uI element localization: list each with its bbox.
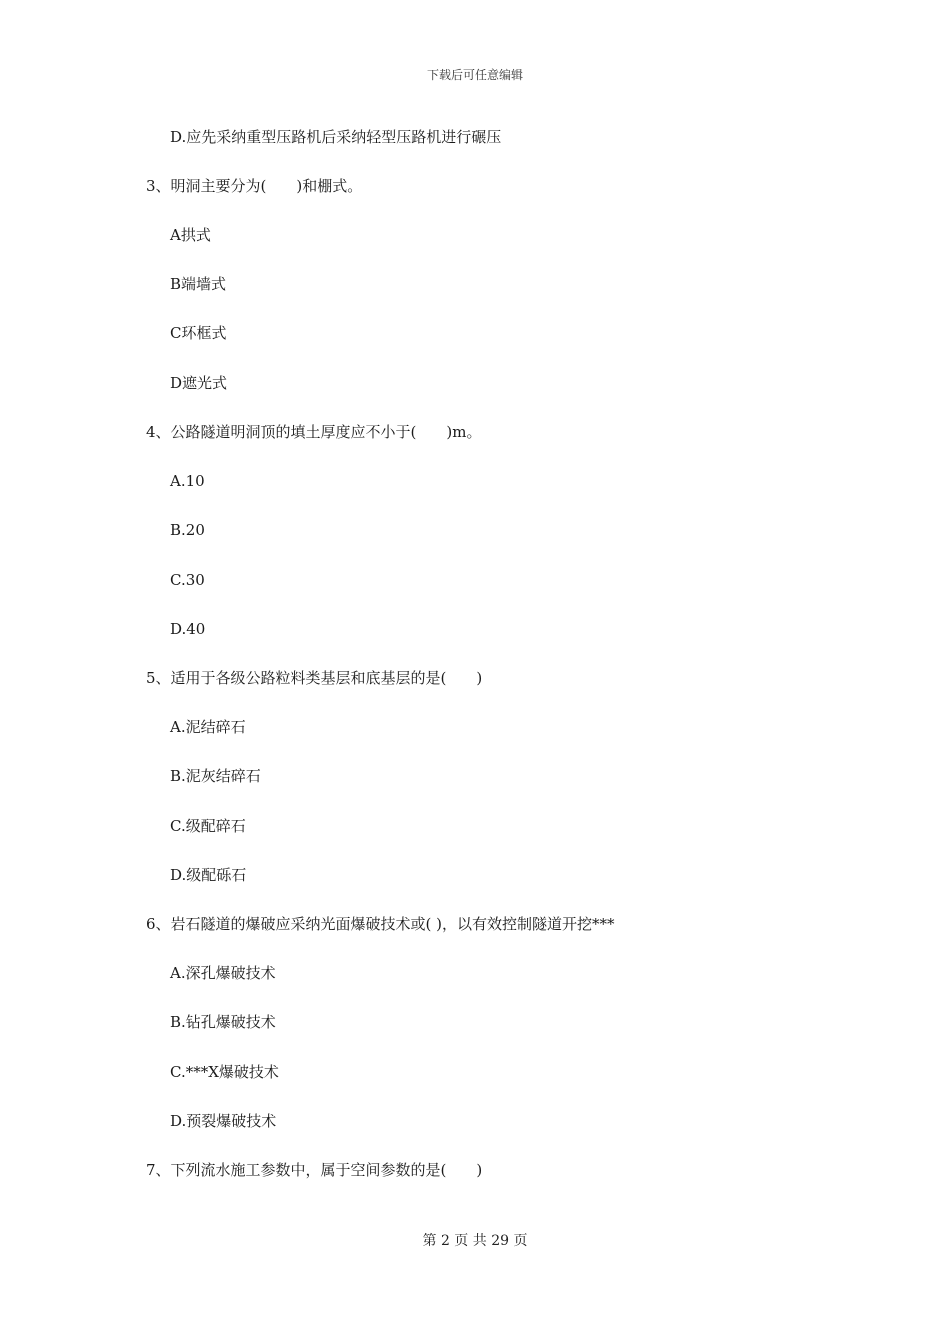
option-line: A.泥结碎石 <box>170 718 246 736</box>
question-line: 3、明洞主要分为( )和棚式。 <box>146 177 363 195</box>
question-line: 5、适用于各级公路粒料类基层和底基层的是( ) <box>146 669 483 687</box>
option-line: D.级配砾石 <box>170 866 247 884</box>
option-line: C.***X爆破技术 <box>170 1063 279 1081</box>
option-line: C环框式 <box>170 324 227 342</box>
option-line: D.预裂爆破技术 <box>170 1112 277 1130</box>
option-line: D遮光式 <box>170 374 228 392</box>
option-line: D.40 <box>170 620 206 638</box>
page-header: 下载后可任意编辑 <box>426 68 523 82</box>
option-line: A.10 <box>170 472 205 490</box>
question-line: 6、岩石隧道的爆破应采纳光面爆破技术或( )，以有效控制隧道开挖*** <box>146 915 615 933</box>
option-line: B.钻孔爆破技术 <box>170 1013 276 1031</box>
option-line: B.泥灰结碎石 <box>170 767 261 785</box>
option-line: A.深孔爆破技术 <box>170 964 276 982</box>
option-line: B端墙式 <box>170 275 227 293</box>
option-line: A拱式 <box>170 226 211 244</box>
question-line: 7、下列流水施工参数中，属于空间参数的是( ) <box>146 1161 483 1179</box>
option-line: C.级配碎石 <box>170 817 246 835</box>
page-footer: 第 2 页 共 29 页 <box>422 1233 528 1249</box>
option-line: B.20 <box>170 521 205 539</box>
option-line: D.应先采纳重型压路机后采纳轻型压路机进行碾压 <box>170 128 502 146</box>
question-line: 4、公路隧道明洞顶的填土厚度应不小于( )m。 <box>146 423 482 441</box>
option-line: C.30 <box>170 571 205 589</box>
